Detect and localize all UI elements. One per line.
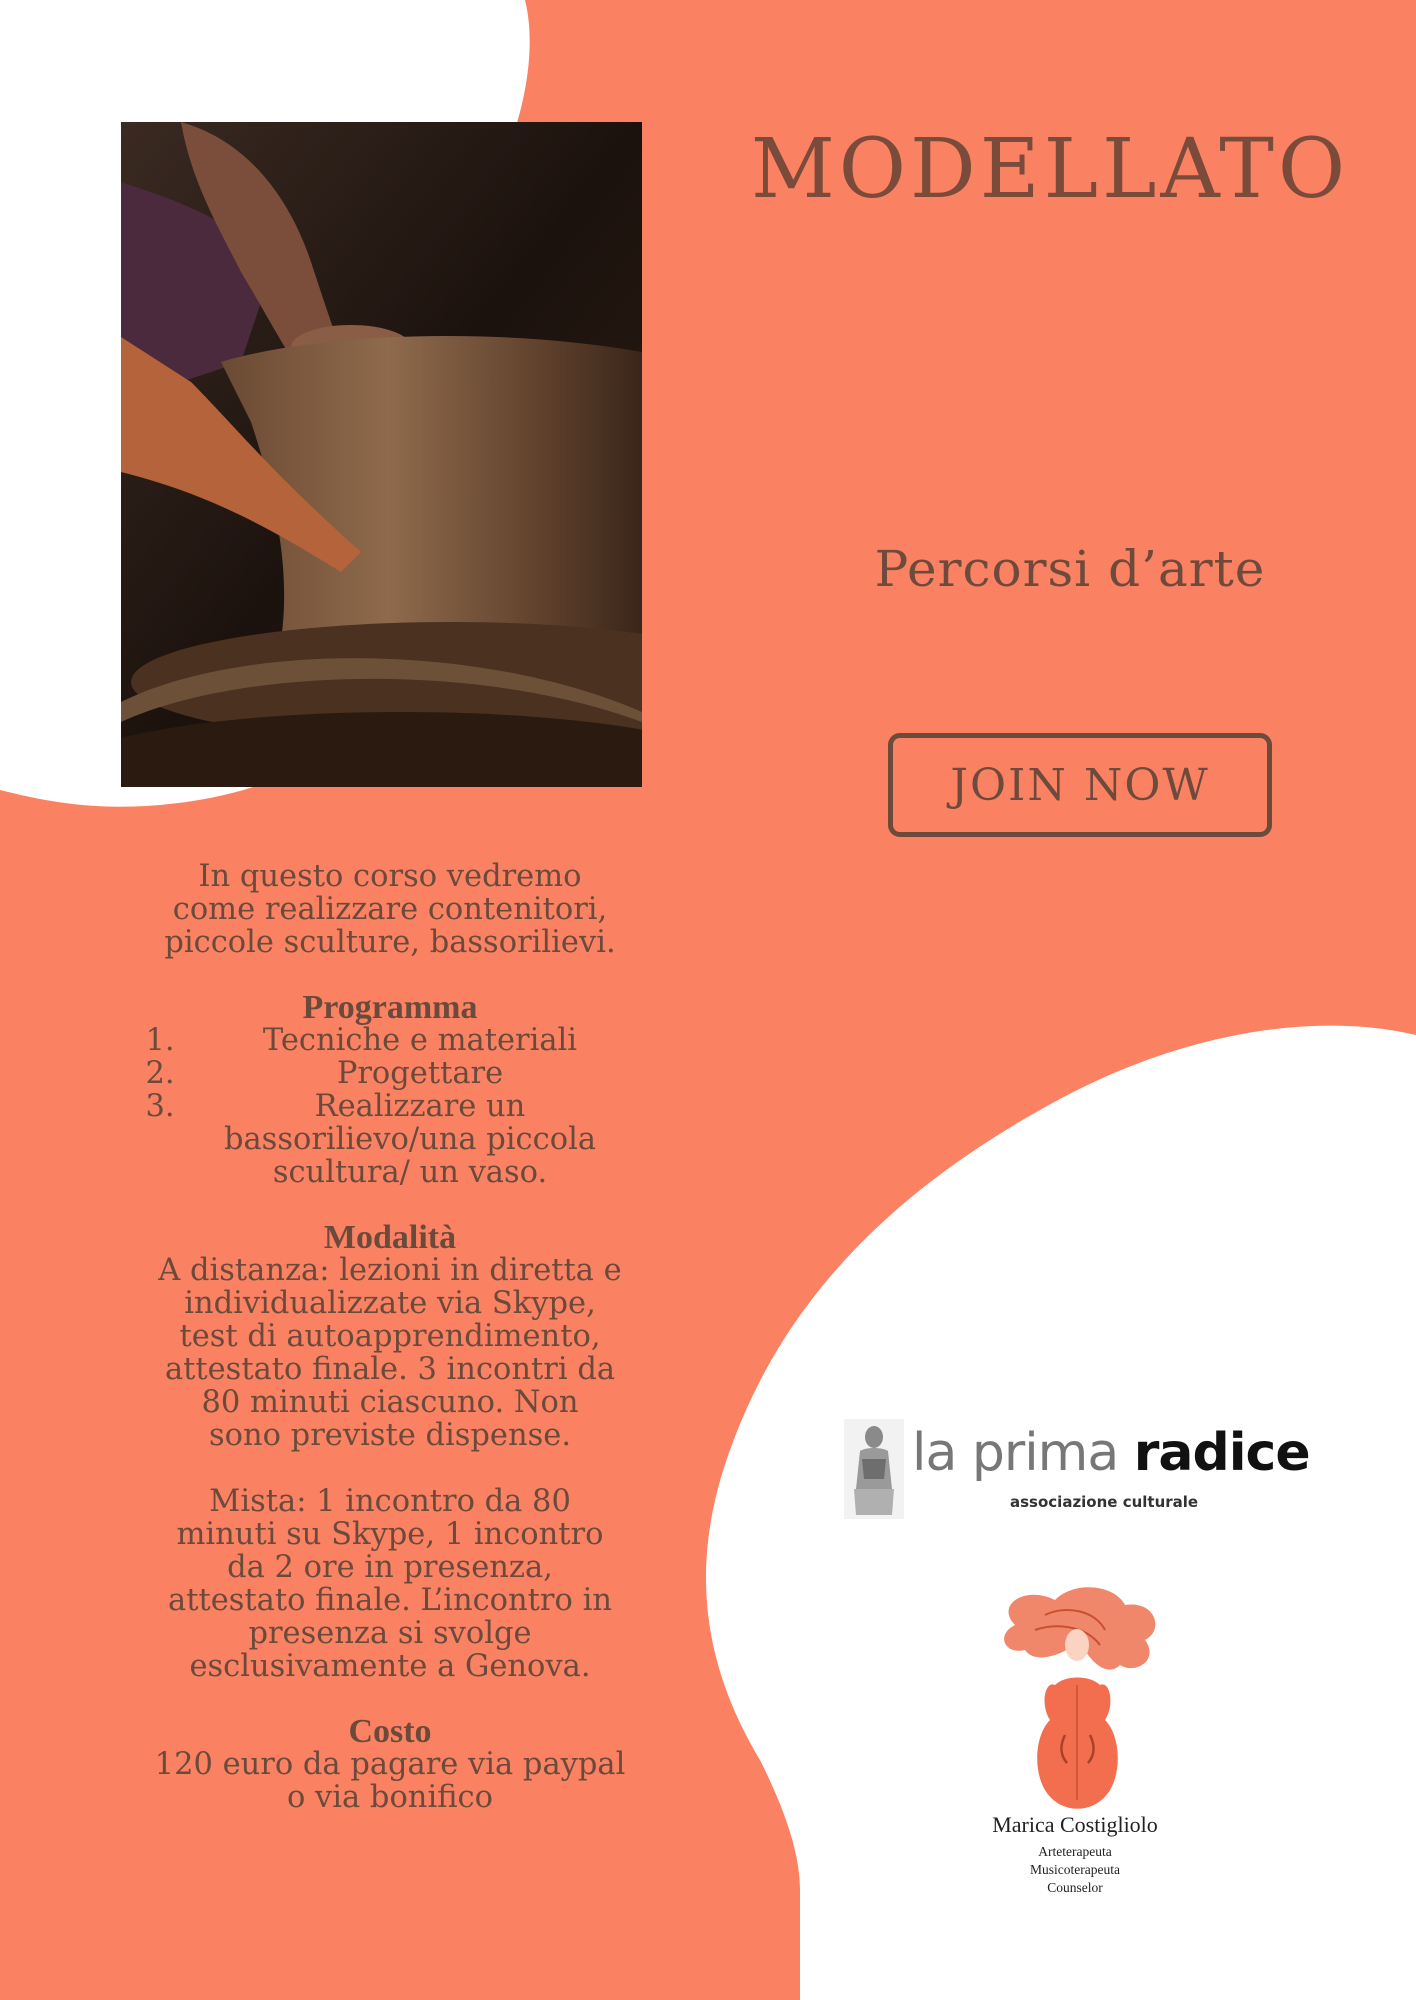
intro-line: In questo corso vedremo — [198, 859, 582, 894]
pottery-photo — [121, 122, 642, 787]
logo-wordmark — [912, 1423, 1310, 1483]
list-text-cont: scultura/ un vaso. — [272, 1155, 548, 1190]
modalita-line: Mista: 1 incontro da 80 — [209, 1484, 571, 1519]
modalita-line: attestato finale. 3 incontri da — [164, 1352, 616, 1387]
course-description — [130, 860, 650, 1814]
list-text: Realizzare un — [314, 1089, 526, 1124]
violin-woman-illustration — [985, 1585, 1165, 1825]
modalita-heading: Modalità — [323, 1219, 457, 1256]
list-text-cont: bassorilievo/una piccola — [223, 1122, 597, 1157]
statue-figure-icon — [844, 1419, 904, 1519]
costo-line: 120 euro da pagare via paypal — [154, 1747, 626, 1782]
signature-role: Arteterapeuta — [1038, 1844, 1112, 1859]
logo-subtitle: associazione culturale — [1010, 1493, 1199, 1511]
page-subtitle: Percorsi d’arte — [874, 540, 1266, 598]
programma-list — [130, 1024, 650, 1123]
signature-role: Counselor — [1047, 1880, 1103, 1895]
list-item — [130, 1090, 650, 1123]
modalita-line: 80 minuti ciascuno. Non — [201, 1385, 579, 1420]
modalita-line: sono previste dispense. — [208, 1418, 572, 1453]
modalita-line: da 2 ore in presenza, — [227, 1550, 553, 1585]
spacer — [130, 1452, 650, 1485]
join-now-button[interactable]: JOIN NOW — [888, 733, 1272, 837]
modalita-line: minuti su Skype, 1 incontro — [176, 1517, 604, 1552]
list-item — [130, 1024, 650, 1057]
modalita-line: presenza si svolge — [248, 1616, 532, 1651]
list-text: Progettare — [336, 1056, 504, 1091]
modalita-line: attestato finale. L’incontro in — [168, 1583, 612, 1618]
modalita-line: individualizzate via Skype, — [184, 1286, 596, 1321]
costo-heading: Costo — [348, 1713, 432, 1750]
modalita-line: esclusivamente a Genova. — [189, 1649, 591, 1684]
list-number: 2. — [145, 1056, 175, 1091]
logo-text-bold: radice — [1133, 1423, 1310, 1483]
list-number: 1. — [145, 1023, 175, 1058]
costo-line: o via bonifico — [287, 1780, 493, 1815]
list-number: 3. — [145, 1089, 175, 1124]
list-text: Tecniche e materiali — [262, 1023, 578, 1058]
modalita-line: A distanza: lezioni in diretta e — [158, 1253, 622, 1288]
list-item — [130, 1057, 650, 1090]
modalita-line: test di autoapprendimento, — [179, 1319, 601, 1354]
signature-name: Marica Costigliolo — [992, 1812, 1158, 1837]
intro-line: come realizzare contenitori, — [172, 892, 608, 927]
page-title: MODELLATO — [750, 122, 1350, 217]
la-prima-radice-logo — [840, 1415, 1340, 1525]
signature-role: Musicoterapeuta — [1030, 1862, 1120, 1877]
logo-text-light: la prima — [912, 1423, 1134, 1483]
intro-line: piccole sculture, bassorilievi. — [164, 925, 616, 960]
programma-heading: Programma — [302, 989, 478, 1026]
